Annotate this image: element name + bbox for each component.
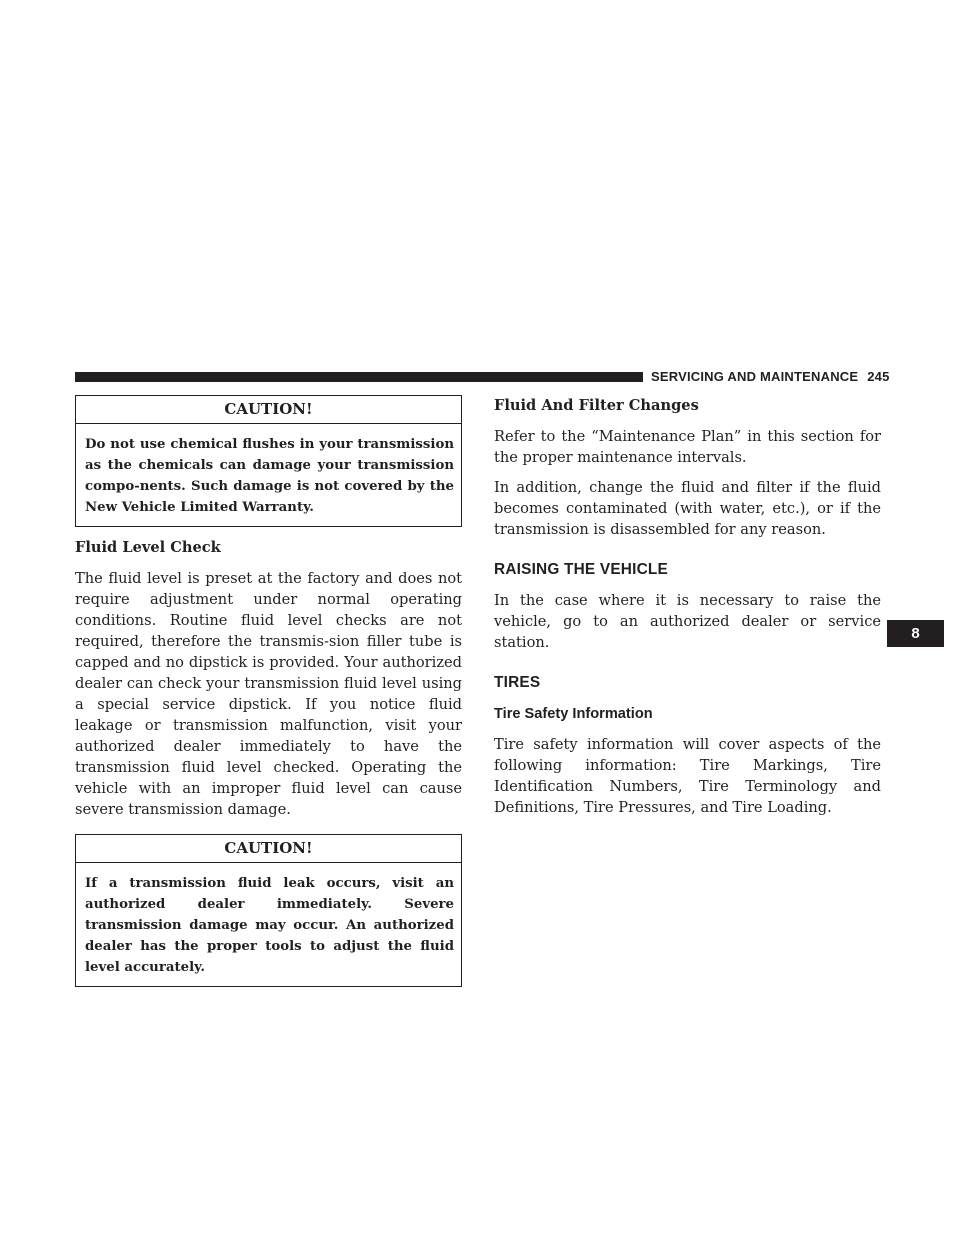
- raising-vehicle-heading: RAISING THE VEHICLE: [494, 561, 668, 578]
- caution-text: Do not use chemical flushes in your transmission as the chemicals can damage your transmission compo-nents. Such damage is not covered by the New Vehicle Limited Warranty.: [85, 437, 454, 515]
- caution-box: [75, 395, 462, 527]
- caution-title: CAUTION!: [76, 835, 461, 863]
- fluid-filter-changes-text-2: In addition, change the fluid and filter if the fluid becomes contaminated (with water, etc.), or if the transmission is disassembled for any reason.: [494, 479, 881, 538]
- caution-box: [75, 834, 462, 987]
- tire-safety-text: Tire safety information will cover aspects of the following information: Tire Markings, Tire Identification Numbers, Tire Terminology and Definitions, Tire Pressures, and Tire Loading.: [494, 736, 881, 816]
- running-header: [651, 369, 890, 384]
- fluid-filter-changes-text: Refer to the “Maintenance Plan” in this section for the proper maintenance intervals.: [494, 428, 881, 466]
- tires-heading: TIRES: [494, 674, 541, 691]
- caution-title: CAUTION!: [76, 396, 461, 424]
- fluid-level-check-text: The fluid level is preset at the factory and does not require adjustment under normal operating conditions. Routine fluid level checks are not required, therefore the transmis-sion filler tube is capped and no dipstick is provided. Your authorized dealer can check your transmission fluid level using a special service dipstick. If you notice fluid leakage or transmission malfunction, visit your authorized dealer immediately to have the transmission fluid level checked. Operating the vehicle with an improper fluid level can cause severe transmission damage.: [75, 570, 462, 818]
- raising-vehicle-text: In the case where it is necessary to raise the vehicle, go to an authorized dealer or service station.: [494, 592, 881, 651]
- tire-safety-heading: Tire Safety Information: [494, 706, 653, 722]
- header-rule: [75, 372, 643, 382]
- fluid-filter-changes-heading: Fluid And Filter Changes: [494, 397, 699, 414]
- chapter-tab: 8: [887, 620, 944, 647]
- left-column: [75, 395, 462, 987]
- fluid-level-check-heading: Fluid Level Check: [75, 539, 221, 556]
- right-column: [494, 395, 881, 818]
- section-title: SERVICING AND MAINTENANCE: [651, 369, 859, 384]
- caution-text: If a transmission fluid leak occurs, visit an authorized dealer immediately. Severe transmission damage may occur. An authorized dealer has the proper tools to adjust the fluid level accurately.: [85, 876, 454, 975]
- page-number: 245: [867, 369, 890, 384]
